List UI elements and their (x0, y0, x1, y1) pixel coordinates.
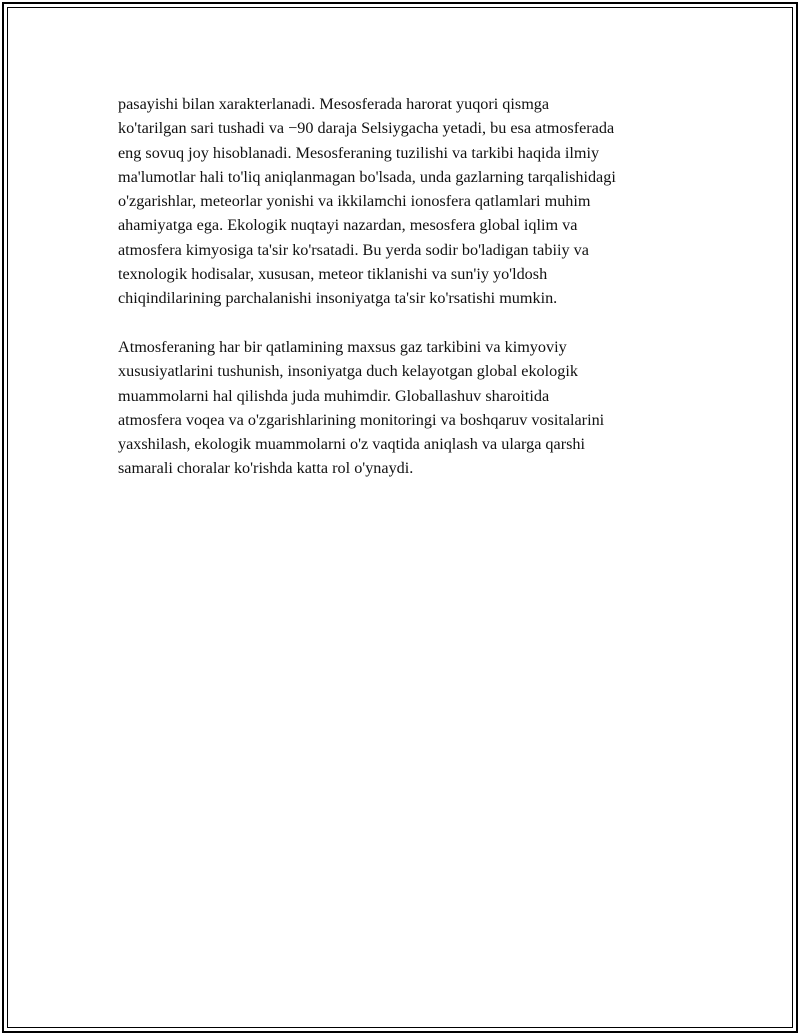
text-line: texnologik hodisalar, xususan, meteor tiklanishi va sun'iy yo'ldosh (118, 265, 548, 284)
text-line: eng sovuq joy hisoblanadi. Mesosferaning tuzilishi va tarkibi haqida ilmiy (118, 143, 600, 162)
text-line: Atmosferaning har bir qatlamining maxsus gaz tarkibini va kimyoviy (118, 337, 567, 356)
text-line: samarali choralar ko'rishda katta rol o'ynaydi. (118, 459, 414, 478)
document-body (118, 92, 698, 481)
text-line: yaxshilash, ekologik muammolarni o'z vaqtida aniqlash va ularga qarshi (118, 435, 585, 454)
text-line: muammolarni hal qilishda juda muhimdir. Globallashuv sharoitida (118, 386, 550, 405)
text-line: atmosfera voqea va o'zgarishlarining monitoringi va boshqaruv vositalarini (118, 410, 605, 429)
text-line: ahamiyatga ega. Ekologik nuqtayi nazardan, mesosfera global iqlim va (118, 216, 578, 235)
text-line: o'zgarishlar, meteorlar yonishi va ikkilamchi ionosfera qatlamlari muhim (118, 192, 591, 211)
text-line: ko'tarilgan sari tushadi va −90 daraja Selsiygacha yetadi, bu esa atmosferada (118, 119, 615, 138)
paragraph-atmosphere-layers (118, 335, 698, 481)
text-line: xususiyatlarini tushunish, insoniyatga duch kelayotgan global ekologik (118, 362, 578, 381)
text-line: ma'lumotlar hali to'liq aniqlanmagan bo'lsada, unda gazlarning tarqalishidagi (118, 167, 616, 186)
text-line: pasayishi bilan xarakterlanadi. Mesosferada harorat yuqori qismga (118, 95, 550, 113)
text-line: chiqindilarining parchalanishi insoniyatga ta'sir ko'rsatishi mumkin. (118, 289, 558, 308)
text-line: atmosfera kimyosiga ta'sir ko'rsatadi. Bu yerda sodir bo'ladigan tabiiy va (118, 240, 589, 259)
paragraph-mesosphere (118, 92, 698, 311)
